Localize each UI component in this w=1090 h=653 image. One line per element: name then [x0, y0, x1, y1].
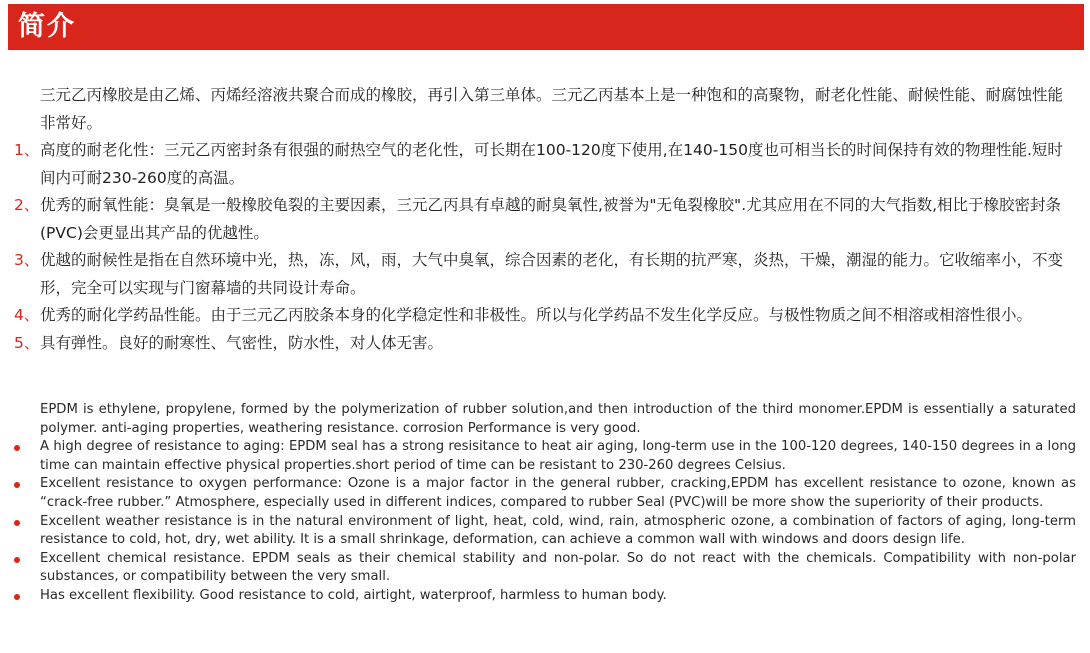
- zh-item-text: 具有弹性。良好的耐寒性、气密性，防水性，对人体无害。: [40, 333, 444, 352]
- chinese-description: [14, 82, 1074, 357]
- zh-item-text: 优越的耐候性是指在自然环境中光，热，冻，风，雨，大气中臭氧，综合因素的老化，有长期的抗严寒，炎热，干燥，潮湿的能力。它收缩率小，不变形，完全可以实现与门窗幕墙的共同设计寿命。: [40, 251, 1064, 297]
- zh-feature-item: [14, 137, 1074, 192]
- en-item-text: Excellent weather resistance is in the natural environment of light, heat, cold, wind, rain, atmospheric ozone, a combination of factors of aging, long-term resistance to cold, hot, dry, wet ability. It is a small shrinkage, deformation, can achieve a common wall with windows and doors design life.: [40, 513, 1076, 548]
- zh-item-number: 5、: [14, 333, 40, 352]
- en-item-text: Excellent resistance to oxygen performance: Ozone is a major factor in the general rubber, cracking,EPDM has excellent resistance to ozone, known as “crack-free rubber.” Atmosphere, especially used in different indices, compared to rubber Seal (PVC)will be more show the superiority of their products.: [40, 476, 1076, 510]
- en-feature-list: [14, 438, 1076, 605]
- zh-feature-item: [14, 247, 1074, 302]
- section-header-bar: [8, 4, 1084, 50]
- zh-item-number: 1、: [14, 141, 40, 159]
- bullet-dot-icon: [14, 594, 20, 600]
- en-feature-item: [14, 513, 1076, 550]
- bullet-dot-icon: [14, 557, 20, 563]
- en-item-text: Excellent chemical resistance. EPDM seals as their chemical stability and non-polar. So do not react with the chemicals. Compatibility with non-polar substances, or compatibility between the very small.: [40, 550, 1076, 585]
- zh-item-text: 优秀的耐化学药品性能。由于三元乙丙胶条本身的化学稳定性和非极性。所以与化学药品不发生化学反应。与极性物质之间不相溶或相溶性很小。: [40, 306, 1033, 324]
- en-feature-item: [14, 587, 1076, 606]
- zh-intro-paragraph: 三元乙丙橡胶是由乙烯、丙烯经溶液共聚合而成的橡胶，再引入第三单体。三元乙丙基本上是一种饱和的高聚物，耐老化性能、耐候性能、耐腐蚀性能非常好。: [40, 86, 1064, 132]
- zh-feature-item: [14, 192, 1074, 247]
- zh-feature-item: [14, 302, 1074, 330]
- en-item-text: A high degree of resistance to aging: EPDM seal has a strong resisitance to heat air aging, long-term use in the 100-120 degrees, 140-150 degrees in a long time can maintain effective physical properties.short period of time can be resistant to 230-260 degrees Celsius.: [40, 439, 1076, 473]
- zh-item-number: 4、: [14, 306, 40, 324]
- en-feature-item: [14, 475, 1076, 512]
- page-title: 简介: [18, 11, 76, 42]
- zh-item-text: 优秀的耐氧性能：臭氧是一般橡胶龟裂的主要因素，三元乙丙具有卓越的耐臭氧性,被誉为"无龟裂橡胶".尤其应用在不同的大气指数,相比于橡胶密封条(PVC)会更显出其产品的优越性。: [40, 196, 1062, 242]
- zh-item-number: 3、: [14, 251, 40, 269]
- zh-item-text: 高度的耐老化性：三元乙丙密封条有很强的耐热空气的老化性，可长期在100-120度下使用,在140-150度也可相当长的时间保持有效的物理性能.短时间内可耐230-260度的高温。: [40, 141, 1063, 187]
- en-intro-paragraph: EPDM is ethylene, propylene, formed by the polymerization of rubber solution,and then introduction of the third monomer.EPDM is essentially a saturated polymer. anti-aging properties, weathering resistance. corrosion Performance is very good.: [40, 402, 1076, 436]
- en-item-text: Has excellent flexibility. Good resistance to cold, airtight, waterproof, harmless to human body.: [40, 587, 667, 603]
- bullet-dot-icon: [14, 520, 20, 526]
- zh-item-number: 2、: [14, 196, 40, 214]
- en-feature-item: [14, 438, 1076, 475]
- english-description: [14, 401, 1076, 606]
- en-feature-item: [14, 550, 1076, 587]
- zh-feature-list: [14, 137, 1074, 357]
- bullet-dot-icon: [14, 445, 20, 451]
- bullet-dot-icon: [14, 482, 20, 488]
- zh-feature-item: [14, 330, 1074, 358]
